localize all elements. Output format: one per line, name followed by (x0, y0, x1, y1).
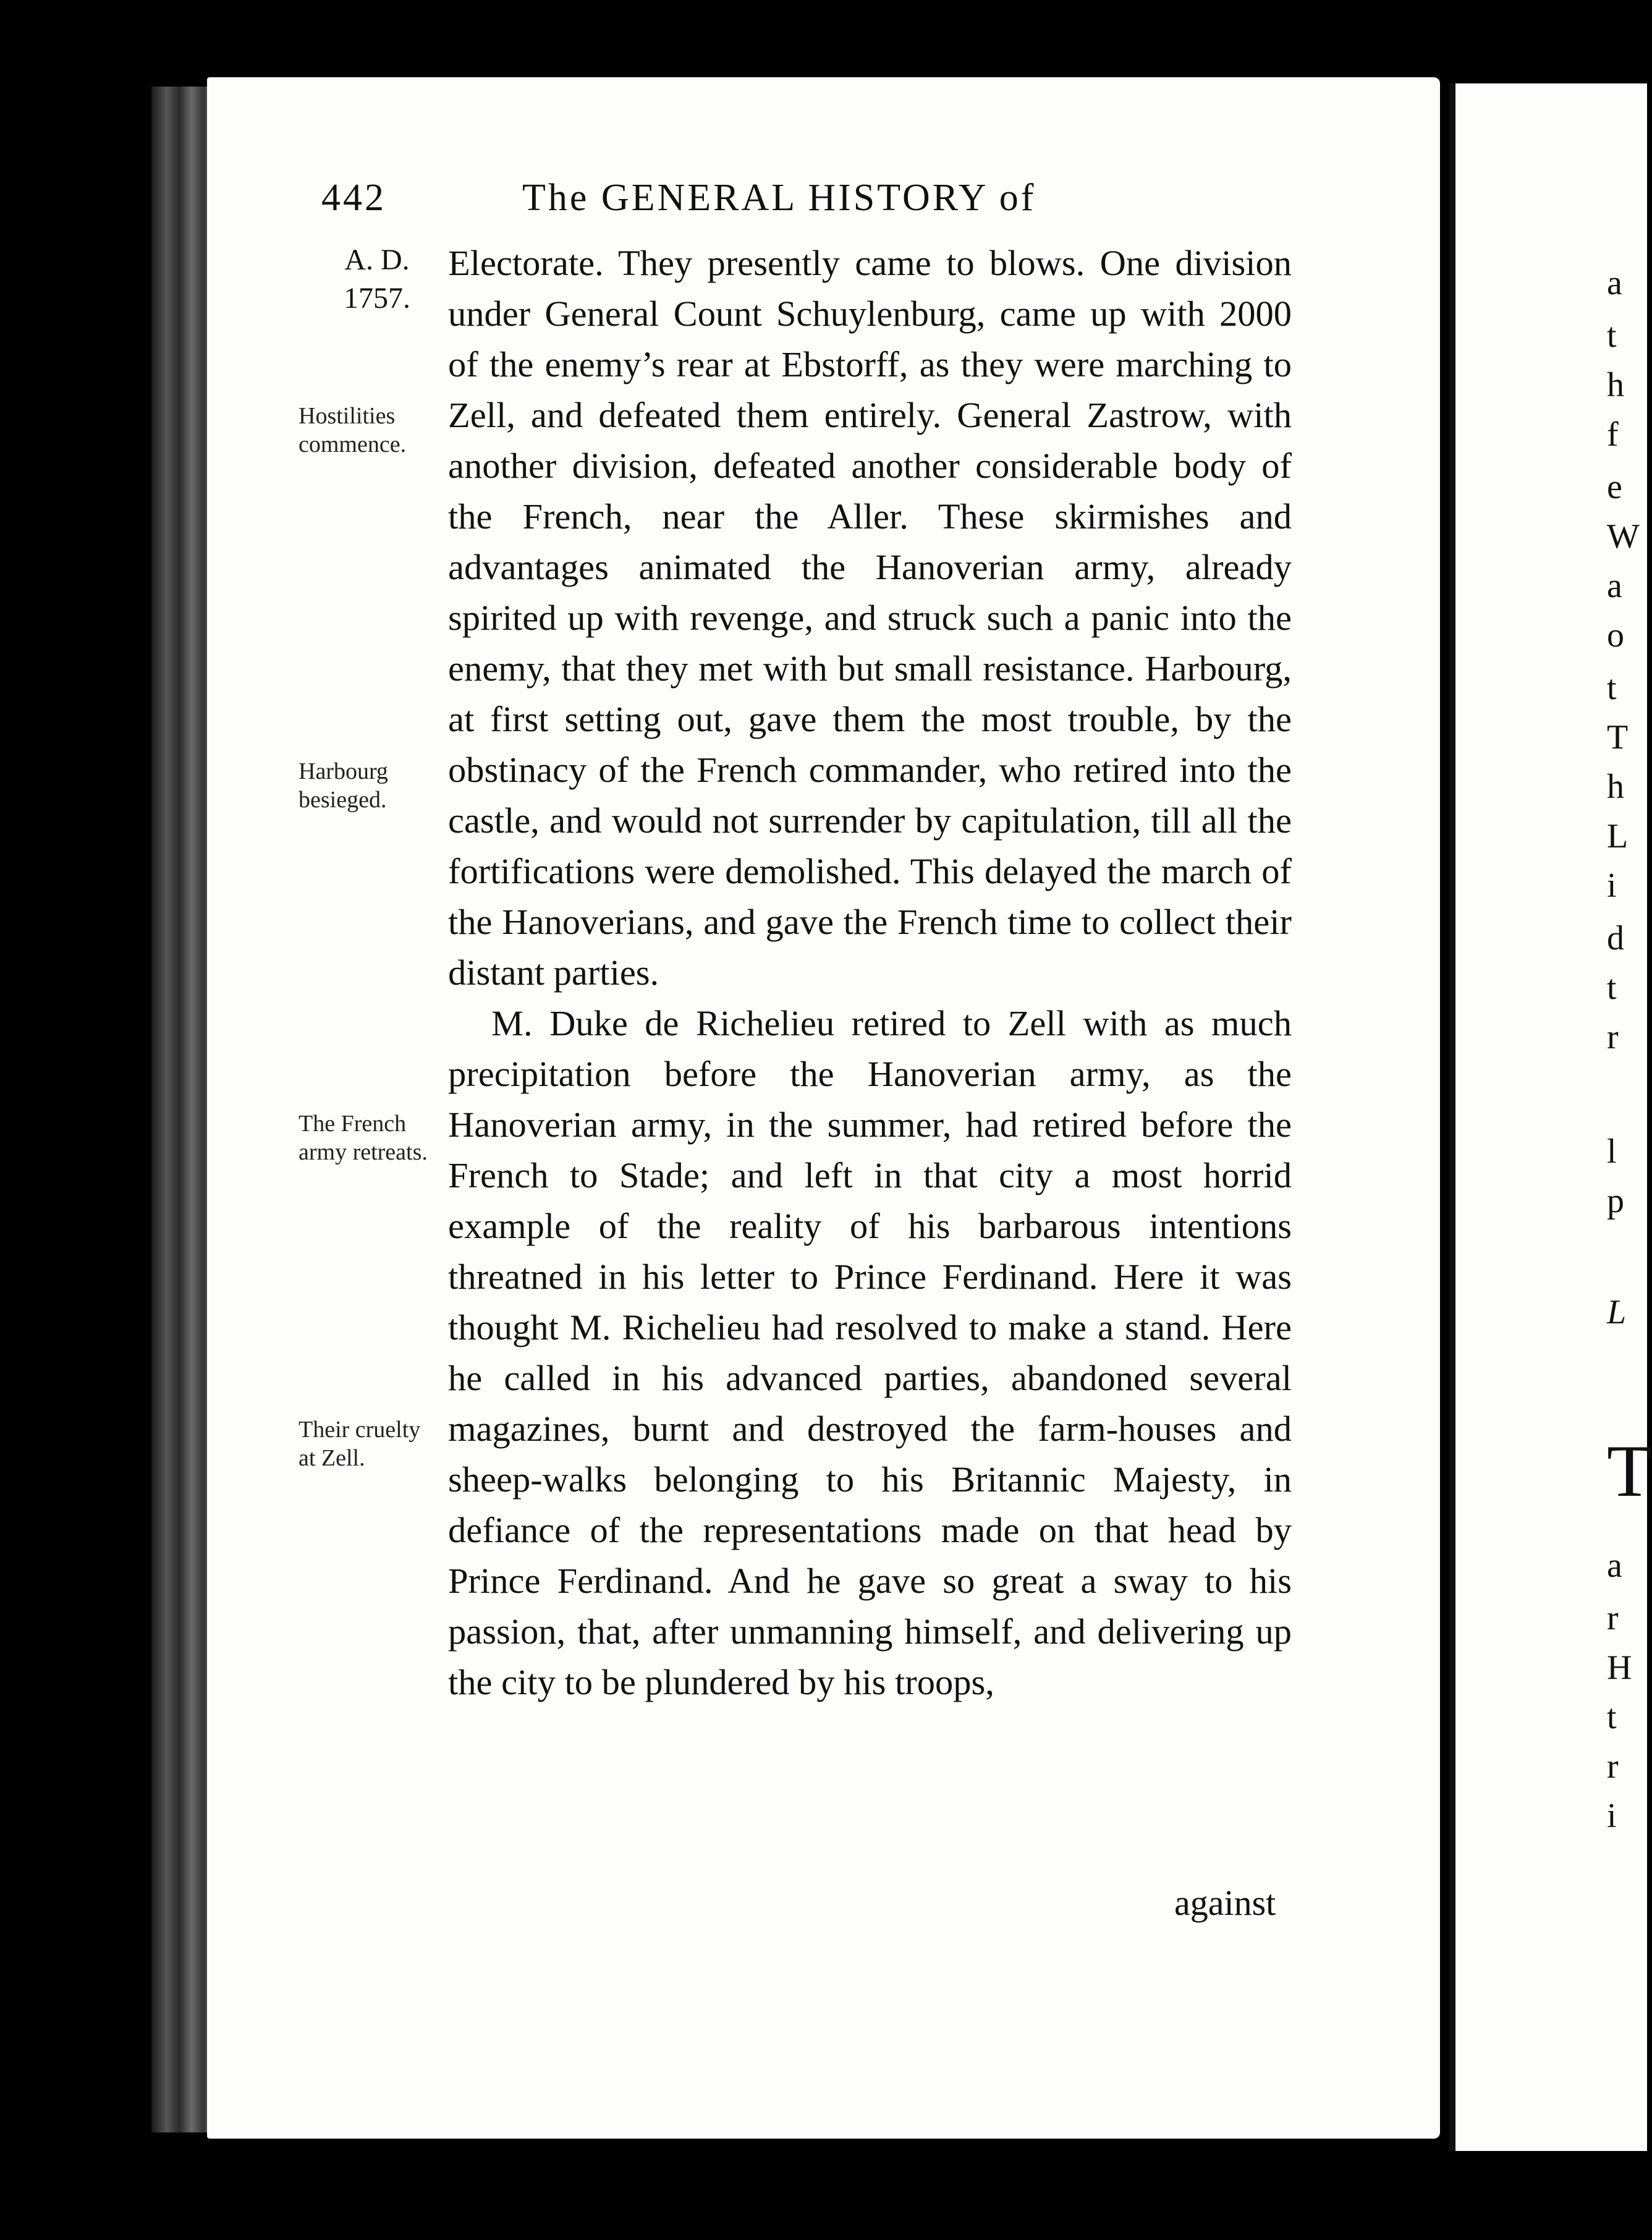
year-marker (334, 241, 420, 318)
body-text (448, 238, 1292, 1708)
facing-fragment: L (1607, 1293, 1627, 1331)
paragraph: Electorate. They presently came to blows. One division under General Count Schuylenburg, came up with 2000 of the enemy’s rear at Ebstorff, as they were marching to Zell, and defeated them entirely. General Zastrow, with another division, defeated another considerable body of the French, near the Aller. These skirmishes and advantages animated the Hanoverian army, already spirited up with revenge, and struck such a panic into the enemy, that they met with but small resistance. Harbourg, at first setting out, gave them the most trouble, by the obstinacy of the French commander, who retired into the castle, and would not surrender by capitulation, till all the fortifications were demolished. This delayed the march of the Hanoverians, and gave the French time to collect their distant parties. (448, 243, 1292, 993)
facing-fragment: i (1607, 867, 1617, 905)
facing-fragment: i (1607, 1797, 1617, 1835)
facing-fragment: L (1607, 817, 1629, 855)
page-number: 442 (321, 177, 386, 219)
facing-fragment: r (1607, 1747, 1619, 1786)
margin-note-hostilities: Hostilities commence. (299, 403, 407, 457)
facing-fragment: r (1607, 1018, 1619, 1056)
facing-fragment: W (1607, 517, 1640, 556)
facing-fragment: t (1607, 1698, 1617, 1736)
facing-fragment: d (1607, 919, 1624, 957)
facing-fragment: T (1607, 1430, 1652, 1512)
facing-fragment: a (1607, 1546, 1622, 1585)
facing-fragment: e (1607, 468, 1622, 506)
facing-fragment: f (1607, 415, 1619, 454)
running-title: The GENERAL HISTORY of (522, 177, 1036, 219)
facing-fragment: r (1607, 1599, 1619, 1637)
margin-note-harbourg: Harbourg besieged. (299, 758, 388, 813)
era-label: A. D. (344, 244, 410, 276)
page-header (321, 176, 1286, 232)
facing-fragment: H (1607, 1648, 1632, 1687)
facing-fragment: h (1607, 366, 1624, 404)
facing-fragment: t (1607, 669, 1617, 707)
facing-fragment: l (1607, 1132, 1617, 1171)
paragraph: M. Duke de Richelieu retired to Zell with as much precipitation before the Hanoverian army, as the Hanoverian army, in the summer, had retired before the French to Stade; and left in that city a most horrid example of the reality of his barbarous intentions threatned in his letter to Prince Ferdinand. Here it was thought M. Richelieu had resolved to make a stand. Here he called in his advanced parties, abandoned several magazines, burnt and destroyed the farm-houses and sheep-walks belonging to his Britannic Majesty, in defiance of the representations made on that head by Prince Ferdinand. And he gave so great a sway to his passion, that, after unmanning himself, and delivering up the city to be plundered by his troops, (448, 1003, 1292, 1702)
catchword: against (1174, 1883, 1276, 1923)
facing-fragment: t (1607, 969, 1617, 1007)
margin-note-retreat: The French army retreats. (299, 1111, 428, 1165)
margin-note-cruelty: Their cruelty at Zell. (299, 1417, 421, 1471)
year-label: 1757. (344, 282, 410, 315)
facing-fragment: T (1607, 718, 1629, 757)
book-spine (151, 87, 213, 2132)
facing-fragment: a (1607, 567, 1622, 605)
facing-fragment: p (1607, 1182, 1624, 1220)
facing-fragment: h (1607, 768, 1624, 806)
facing-fragment: o (1607, 616, 1624, 655)
facing-fragment: a (1607, 264, 1622, 302)
facing-fragment: t (1607, 316, 1617, 355)
